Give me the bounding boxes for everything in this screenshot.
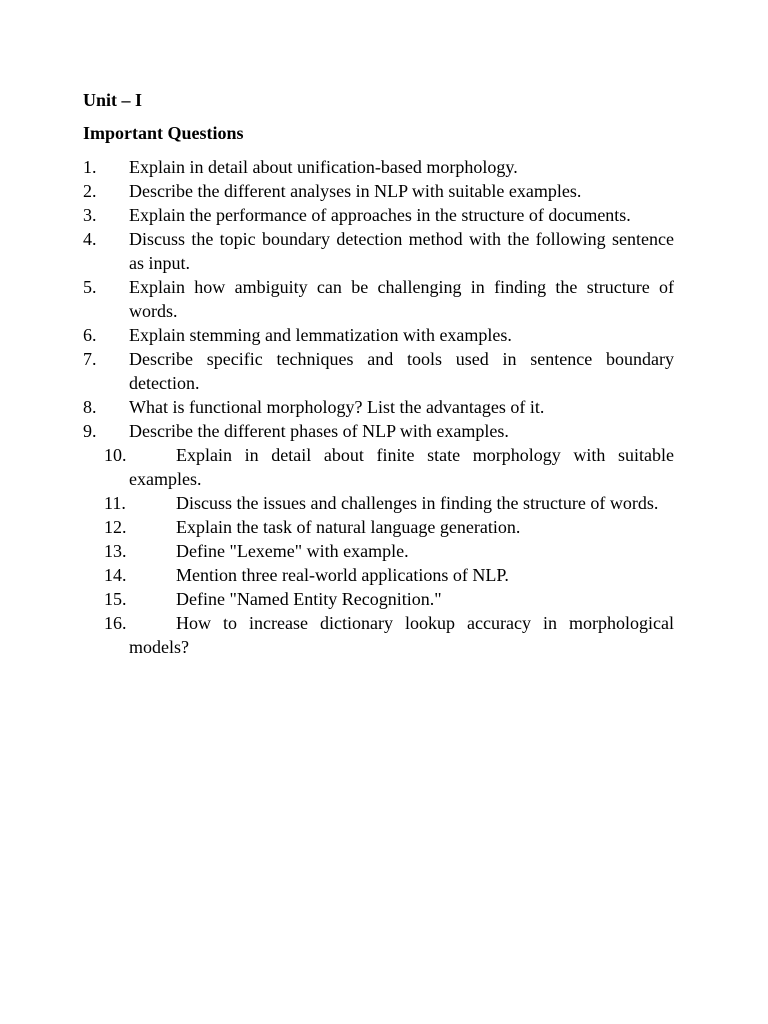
question-text: What is functional morphology? List the advantages of it.	[129, 397, 545, 417]
question-number: 11.	[104, 493, 126, 513]
question-number: 16.	[104, 613, 127, 633]
question-item	[83, 443, 674, 491]
document-page	[83, 88, 674, 659]
question-number: 2.	[83, 181, 97, 201]
question-number: 6.	[83, 325, 97, 345]
question-text: Explain stemming and lemmatization with examples.	[129, 325, 512, 345]
question-item	[83, 539, 674, 563]
question-number: 12.	[104, 517, 127, 537]
question-text: Explain in detail about unification-based morphology.	[129, 157, 518, 177]
question-item	[83, 227, 674, 275]
question-item	[83, 515, 674, 539]
question-number: 10.	[104, 445, 127, 465]
question-item	[83, 155, 674, 179]
question-item	[83, 275, 674, 323]
question-number: 13.	[104, 541, 127, 561]
question-item	[83, 179, 674, 203]
question-number: 5.	[83, 277, 97, 297]
question-number: 15.	[104, 589, 127, 609]
question-text: Define "Named Entity Recognition."	[176, 589, 442, 609]
question-item	[83, 203, 674, 227]
question-text: Describe the different analyses in NLP with suitable examples.	[129, 181, 582, 201]
question-number: 8.	[83, 397, 97, 417]
question-text: Describe the different phases of NLP with examples.	[129, 421, 509, 441]
question-item	[83, 419, 674, 443]
question-number: 9.	[83, 421, 97, 441]
question-text: Explain the performance of approaches in the structure of documents.	[129, 205, 631, 225]
question-text: How to increase dictionary lookup accuracy in morphological models?	[129, 613, 674, 657]
question-text: Explain in detail about finite state morphology with suitable examples.	[129, 445, 674, 489]
question-text: Discuss the issues and challenges in finding the structure of words.	[176, 493, 659, 513]
question-item	[83, 587, 674, 611]
question-text: Define "Lexeme" with example.	[176, 541, 409, 561]
unit-title: Unit – I	[83, 90, 143, 110]
question-item	[83, 491, 674, 515]
question-item	[83, 395, 674, 419]
question-number: 14.	[104, 565, 127, 585]
section-title: Important Questions	[83, 123, 244, 143]
question-number: 4.	[83, 229, 97, 249]
question-item	[83, 563, 674, 587]
question-item	[83, 347, 674, 395]
question-item	[83, 611, 674, 659]
question-number: 1.	[83, 157, 97, 177]
question-text: Explain how ambiguity can be challenging in finding the structure of words.	[129, 277, 674, 321]
question-text: Discuss the topic boundary detection method with the following sentence as input.	[129, 229, 674, 273]
question-text: Mention three real-world applications of NLP.	[176, 565, 509, 585]
question-number: 3.	[83, 205, 97, 225]
question-list	[83, 155, 674, 659]
question-text: Explain the task of natural language generation.	[176, 517, 521, 537]
question-text: Describe specific techniques and tools used in sentence boundary detection.	[129, 349, 674, 393]
question-item	[83, 323, 674, 347]
question-number: 7.	[83, 349, 97, 369]
